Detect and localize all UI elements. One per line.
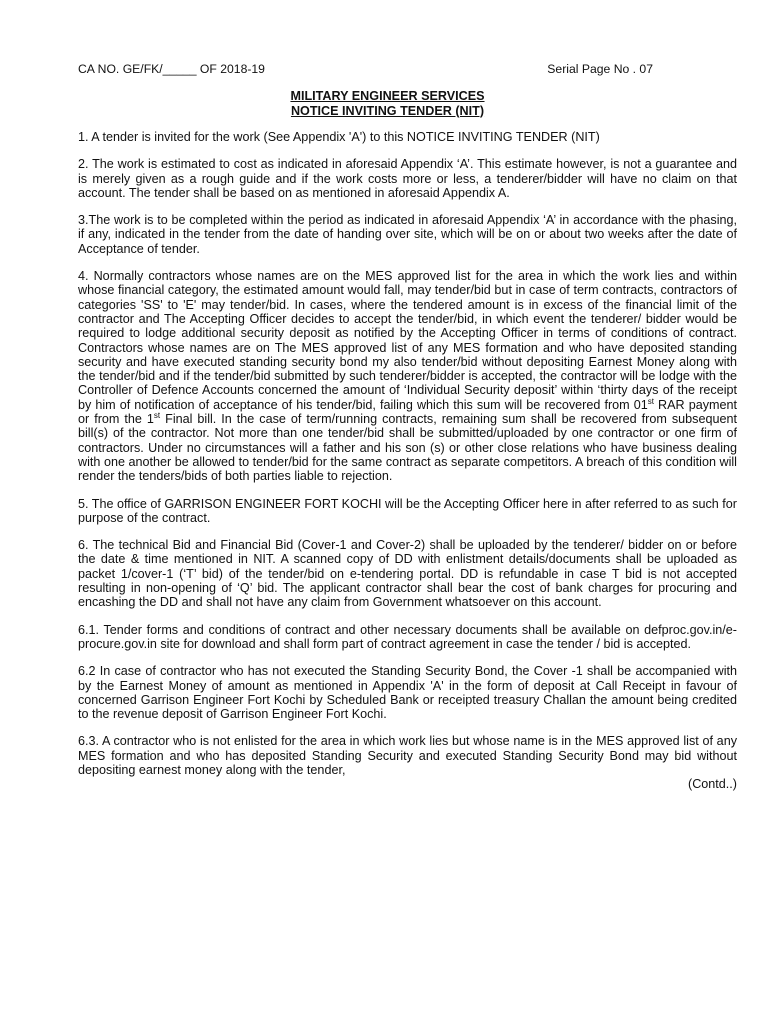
paragraph-4-part-a: 4. Normally contractors whose names are on the MES approved list for the area in which the work lies and within whose financial category, the estimated amount would fall, may tender/bid but in case of term contracts, contractors of categories 'SS' to 'E' may tender/bid. In cases, where the tendered amount is in excess of the financial limit of the contractor and The Accepting Officer decides to accept the tender/bid, in which event the tenderer/ bidder would be required to lodge additional security deposit as notified by the Accepting Officer in terms of conditions of contract. Contractors whose names are on The MES approved list of any MES formation and who have deposited standing security and have executed standing security bond my also tender/bid without depositing Earnest Money along with the tender/bid and if the tender/bid submitted by such tenderer/bidder is accepted, the contractor will be lodge with the Controller of Defence Accounts concerned the amount of ‘Individual Security deposit’ within ‘thirty days of the receipt by him of notification of acceptance of his tender/bid, failing which this sum will be recovered from 01 (78, 269, 737, 412)
paragraph-6-3: 6.3. A contractor who is not enlisted for the area in which work lies but whose name is in the MES approved list of any MES formation and who has deposited Standing Security and executed Standing Security Bond may bid without depositing earnest money along with the tender, (78, 734, 737, 777)
paragraph-2: 2. The work is estimated to cost as indicated in aforesaid Appendix ‘A’. This estimate however, is not a guarantee and is merely given as a rough guide and if the work costs more or less, a tenderer/bidder will have no claim on that account. The tender shall be based on as mentioned in aforesaid Appendix A. (78, 157, 737, 200)
paragraph-4 (78, 269, 737, 483)
contract-number: CA NO. GE/FK/_____ OF 2018-19 (78, 62, 265, 76)
paragraph-1: 1. A tender is invited for the work (See Appendix 'A') to this NOTICE INVITING TENDER (NIT) (78, 130, 600, 144)
paragraph-6-2: 6.2 In case of contractor who has not executed the Standing Security Bond, the Cover -1 shall be accompanied with by the Earnest Money of amount as mentioned in Appendix 'A' in the form of deposit at Call Receipt in favour of concerned Garrison Engineer Fort Kochi by Scheduled Bank or receipted treasury Challan the amount being credited to the revenue deposit of Garrison Engineer Fort Kochi. (78, 664, 737, 722)
document-title-nit: NOTICE INVITING TENDER (NIT) (290, 103, 485, 118)
paragraph-5: 5. The office of GARRISON ENGINEER FORT KOCHI will be the Accepting Officer here in after referred to as such for purpose of the contract. (78, 496, 737, 525)
superscript-st: st (153, 410, 161, 420)
document-title-org: MILITARY ENGINEER SERVICES (290, 89, 485, 103)
paragraph-6-1: 6.1. Tender forms and conditions of contract and other necessary documents shall be available on defproc.gov.in/e-procure.gov.in site for download and shall form part of contract agreement in case the tender / bid is accepted. (78, 622, 737, 651)
paragraph-3: 3.The work is to be completed within the period as indicated in aforesaid Appendix ‘A’ in accordance with the phasing, if any, indicated in the tender from the date of handing over site, which will be on or about two weeks after the date of Acceptance of tender. (78, 213, 737, 256)
paragraph-4-part-b: RAR payment or from the 1 (78, 397, 738, 427)
serial-page-number: Serial Page No . 07 (547, 62, 653, 76)
continued-marker: (Contd..) (688, 777, 737, 792)
paragraph-4-part-c: Final bill. In the case of term/running contracts, remaining sum shall be recovered from subsequent bill(s) of the contractor. Not more than one tender/bid shall be submitted/uploaded by one contractor or one firm of contractors. Under no circumstances will a father and his son (s) or other close relations who have business dealing with one another be allowed to tender/bid for the same contract as separate competitors. A breach of this condition will render the tenders/bids of both parties liable to rejection. (78, 412, 737, 484)
superscript-st: st (647, 396, 654, 406)
paragraph-6: 6. The technical Bid and Financial Bid (Cover-1 and Cover-2) shall be uploaded by the tenderer/ bidder on or before the date & time mentioned in NIT. A scanned copy of DD with enlistment details/documents shall be uploaded as packet 1/cover-1 (‘T’ bid) of the tender/bid on e-tendering portal. DD is refundable in case T bid is not accepted resulting in non-opening of ‘Q’ bid. The applicant contractor shall bear the cost of bank charges for procuring and encashing the DD and shall not have any claim from Government whatsoever on this account. (78, 538, 737, 610)
document-header (78, 62, 737, 77)
document-page (78, 62, 737, 792)
